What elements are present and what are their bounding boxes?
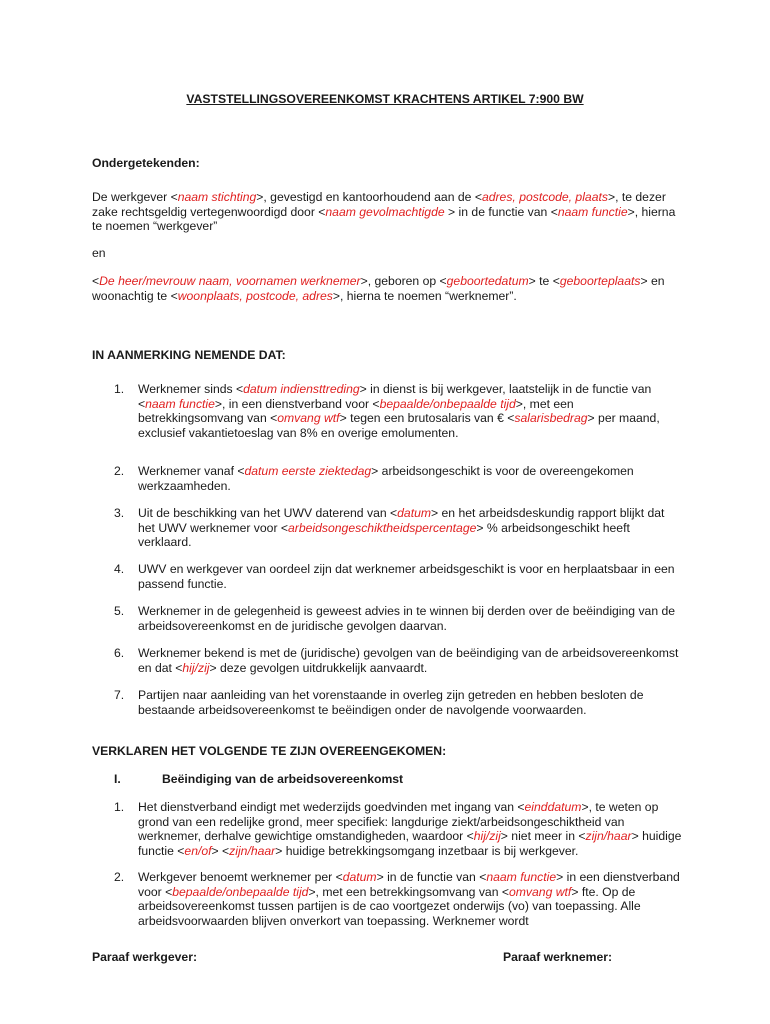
section-number: I. (114, 772, 121, 786)
placeholder-foundation-name: naam stichting (177, 190, 257, 204)
employee-initials-label: Paraaf werknemer: (503, 950, 613, 964)
document-title: VASTSTELLINGSOVEREENKOMST KRACHTENS ARTIKEL 7:900 BW (186, 92, 584, 106)
considering-heading: IN AANMERKING NEMENDE DAT: (92, 348, 286, 362)
section-title: Beëindiging van de arbeidsovereenkomst (162, 772, 404, 786)
employee-paragraph: <De heer/mevrouw naam, voornamen werknemer>, geboren op <geboortedatum> te <geboorteplaats> en woonachtig te <woonplaats, postcode, adres>, hierna te noemen “werknemer”. (92, 274, 665, 303)
placeholder-address: adres, postcode, plaats (481, 190, 608, 204)
employer-paragraph: De werkgever <naam stichting>, gevestigd en kantoorhoudend aan de <adres, postcode, plaats>, te dezer zake rechtsgeldig vertegenwoordigd door <naam gevolmachtigde > in de functie van <naam functie>, hierna te noemen “werkgever” (92, 190, 676, 234)
employer-initials-label: Paraaf werkgever: (92, 950, 198, 964)
placeholder-authorized-name: naam gevolmachtigde (325, 204, 445, 219)
placeholder-birth-place: geboorteplaats (559, 274, 641, 288)
undersigned-heading: Ondergetekenden: (92, 156, 200, 170)
and-word: en (92, 246, 106, 260)
placeholder-function-name: naam functie (557, 204, 628, 219)
document-page: VASTSTELLINGSOVEREENKOMST KRACHTENS ARTIKEL 7:900 BW Ondergetekenden: De werkgever <naam stichting>, gevestigd en kantoorhoudend aan de <adres, postcode, plaats>, te dezer zake rechtsgeldig vertegenwoordigd door <naam gevolmachtigde > in de functie van <naam functie>, hierna te noemen “werkgever” en <De heer/mevrouw naam, voornamen werknemer>, geboren op <geboortedatum> te <geboorteplaats> en woonachtig te <woonplaats, postcode, adres>, hierna te noemen “werknemer”. IN AANMERKING NEMENDE DAT: 1. Werknemer sinds <datum indiensttreding> in dienst is bij werkgever, laatstelijk in de functie van <naam functie>, in een dienstverband voor <bepaalde/onbepaalde tijd>, met een betrekkingsomvang van <omvang wtf> tegen een brutosalaris van € <salarisbedrag> per maand, exclusief vakantietoeslag van 8% en overige emolumenten. 2. Werknemer vanaf <datum eerste ziektedag> arbeidsongeschikt is voor de overeengekomen werkzaamheden. 3. Uit de beschikking van het UWV daterend van <datum> en het arbeidsdeskundig rapport blijkt dat het UWV werknemer voor <arbeidsongeschiktheidspercentage> % arbeidsongeschikt heeft verklaard. 4. UWV en werkgever van oordeel zijn dat werknemer arbeidsgeschikt is voor en herplaatsbaar in een passend functie. 5. Werknemer in de gelegenheid is geweest advies in te winnen bij derden over de beëindiging van de arbeidsovereenkomst en de juridische gevolgen daarvan. 6. Werknemer bekend is met de (juridische) gevolgen van de beëindiging van de arbeidsovereenkomst en dat <hij/zij> deze gevolgen uitdrukkelijk aanvaardt. 7. Partijen naar aanleiding van het vorenstaande in overleg zijn getreden en hebben besloten de bestaande arbeidsovereenkomst te beëindigen onder de navolgende voorwaarden. VERKLAREN HET VOLGENDE TE ZIJN OVEREENGEKOMEN: I. Beëindiging van de arbeidsovereenkomst 1. Het dienstverband eindigt met wederzijds goedvinden met ingang van <einddatum>, te weten op grond van een redelijke grond, meer specifiek: langdurige ziekt/arbeidsongeschiktheid van werknemer, derhalve gewichtige omstandigheden, waardoor <hij/zij> niet meer in <zijn/haar> huidige functie <en/of> <zijn/haar> huidige betrekkingsomgang inzetbaar is bij werkgever. 2. Werkgever benoemt werknemer per <datum> in de functie van <naam functie> in een dienstverband voor <bepaalde/onbepaalde tijd>, met een betrekkingsomvang van <omvang wtf> fte. Op de arbeidsovereenkomst tussen partijen is de cao voortgezet onderwijs (vo) van toepassing. Alle arbeidsvoorwaarden blijven onverkort van toepassing. Werknemer wordt Paraaf werkgever: Paraaf werknemer: (0, 0, 770, 1024)
placeholder-residence: woonplaats, postcode, adres (177, 288, 333, 303)
placeholder-employee-name: De heer/mevrouw naam, voornamen werknemer (99, 274, 361, 288)
declare-heading: VERKLAREN HET VOLGENDE TE ZIJN OVEREENGEKOMEN: (92, 744, 447, 758)
placeholder-birth-date: geboortedatum (446, 274, 529, 288)
